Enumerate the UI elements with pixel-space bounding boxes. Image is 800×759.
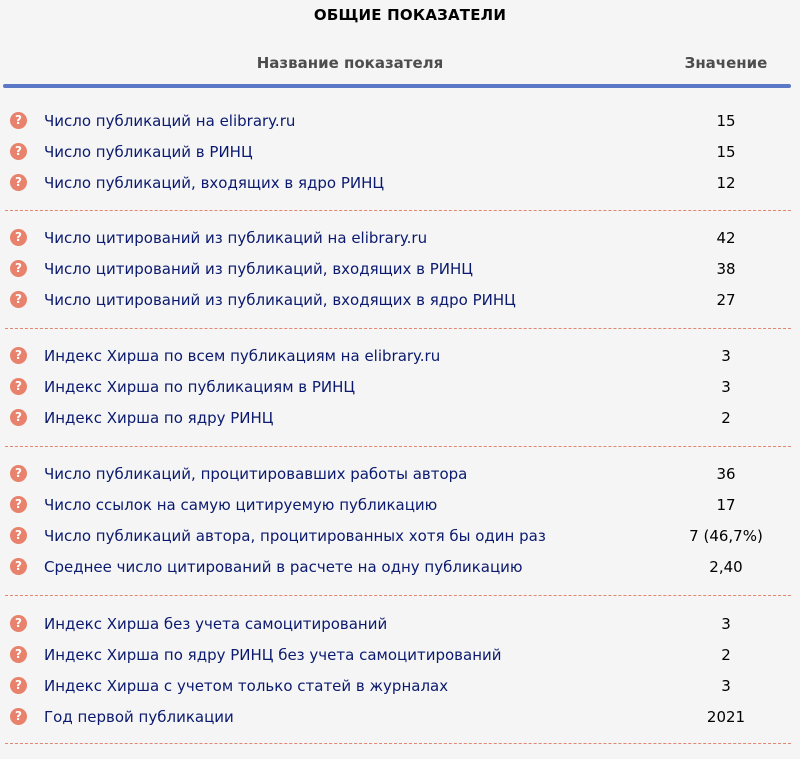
help-icon[interactable]: ? xyxy=(10,677,27,694)
indicator-value: 27 xyxy=(716,291,736,309)
indicator-row xyxy=(0,614,800,636)
indicator-label[interactable]: Число публикаций на elibrary.ru xyxy=(44,112,296,130)
indicator-label[interactable]: Число публикаций, входящих в ядро РИНЦ xyxy=(44,174,385,192)
help-icon[interactable]: ? xyxy=(10,527,27,544)
indicator-label[interactable]: Число цитирований из публикаций на elibrary.ru xyxy=(44,229,428,247)
indicator-label[interactable]: Индекс Хирша без учета самоцитирований xyxy=(44,615,388,633)
indicator-row xyxy=(0,707,800,729)
indicator-row xyxy=(0,645,800,667)
indicator-label[interactable]: Число публикаций автора, процитированных хотя бы один раз xyxy=(44,527,546,545)
indicator-row xyxy=(0,290,800,312)
indicator-value: 3 xyxy=(721,347,731,365)
indicator-value: 15 xyxy=(716,143,736,161)
indicator-value: 2021 xyxy=(706,708,746,726)
indicator-value: 15 xyxy=(716,112,736,130)
help-icon[interactable]: ? xyxy=(10,409,27,426)
help-icon[interactable]: ? xyxy=(10,708,27,725)
indicator-label[interactable]: Индекс Хирша по ядру РИНЦ без учета самоцитирований xyxy=(44,646,502,664)
header-value-column: Значение xyxy=(684,54,768,72)
help-icon[interactable]: ? xyxy=(10,347,27,364)
indicator-row xyxy=(0,173,800,195)
indicator-label[interactable]: Индекс Хирша по всем публикациям на elibrary.ru xyxy=(44,347,441,365)
header-divider xyxy=(3,84,791,88)
help-icon[interactable]: ? xyxy=(10,496,27,513)
indicator-label[interactable]: Индекс Хирша с учетом только статей в журналах xyxy=(44,677,449,695)
indicator-value: 36 xyxy=(716,465,736,483)
indicator-label[interactable]: Среднее число цитирований в расчете на одну публикацию xyxy=(44,558,523,576)
help-icon[interactable]: ? xyxy=(10,229,27,246)
group-divider xyxy=(5,595,791,596)
group-divider xyxy=(5,210,791,211)
help-icon[interactable]: ? xyxy=(10,174,27,191)
help-icon[interactable]: ? xyxy=(10,260,27,277)
indicator-row xyxy=(0,464,800,486)
help-icon[interactable]: ? xyxy=(10,465,27,482)
indicator-row xyxy=(0,346,800,368)
indicator-label[interactable]: Число публикаций, процитировавших работы автора xyxy=(44,465,468,483)
indicator-label[interactable]: Число цитирований из публикаций, входящих в РИНЦ xyxy=(44,260,473,278)
indicator-row xyxy=(0,259,800,281)
indicator-label[interactable]: Индекс Хирша по ядру РИНЦ xyxy=(44,409,274,427)
indicator-label[interactable]: Число ссылок на самую цитируемую публикацию xyxy=(44,496,438,514)
indicator-label[interactable]: Число цитирований из публикаций, входящих в ядро РИНЦ xyxy=(44,291,516,309)
indicator-value: 2,40 xyxy=(709,558,743,576)
indicator-value: 12 xyxy=(716,174,736,192)
page-title: ОБЩИЕ ПОКАЗАТЕЛИ xyxy=(313,6,507,24)
help-icon[interactable]: ? xyxy=(10,291,27,308)
group-divider xyxy=(5,743,791,744)
indicator-row xyxy=(0,111,800,133)
indicator-row xyxy=(0,377,800,399)
indicator-value: 42 xyxy=(716,229,736,247)
indicator-value: 2 xyxy=(721,409,731,427)
indicator-label[interactable]: Год первой публикации xyxy=(44,708,234,726)
indicator-row xyxy=(0,526,800,548)
help-icon[interactable]: ? xyxy=(10,112,27,129)
indicator-value: 38 xyxy=(716,260,736,278)
table-header xyxy=(0,54,800,74)
indicator-label[interactable]: Число публикаций в РИНЦ xyxy=(44,143,253,161)
indicator-value: 3 xyxy=(721,378,731,396)
indicator-row xyxy=(0,408,800,430)
indicator-value: 2 xyxy=(721,646,731,664)
help-icon[interactable]: ? xyxy=(10,615,27,632)
indicator-label[interactable]: Индекс Хирша по публикациям в РИНЦ xyxy=(44,378,356,396)
indicator-value: 7 (46,7%) xyxy=(689,527,763,545)
help-icon[interactable]: ? xyxy=(10,378,27,395)
header-name-column: Название показателя xyxy=(256,54,444,72)
help-icon[interactable]: ? xyxy=(10,558,27,575)
help-icon[interactable]: ? xyxy=(10,646,27,663)
indicator-value: 3 xyxy=(721,615,731,633)
indicator-row xyxy=(0,676,800,698)
indicator-row xyxy=(0,228,800,250)
indicator-row xyxy=(0,557,800,579)
help-icon[interactable]: ? xyxy=(10,143,27,160)
group-divider xyxy=(5,328,791,329)
indicator-value: 3 xyxy=(721,677,731,695)
indicator-value: 17 xyxy=(716,496,736,514)
group-divider xyxy=(5,446,791,447)
indicator-row xyxy=(0,142,800,164)
indicator-row xyxy=(0,495,800,517)
